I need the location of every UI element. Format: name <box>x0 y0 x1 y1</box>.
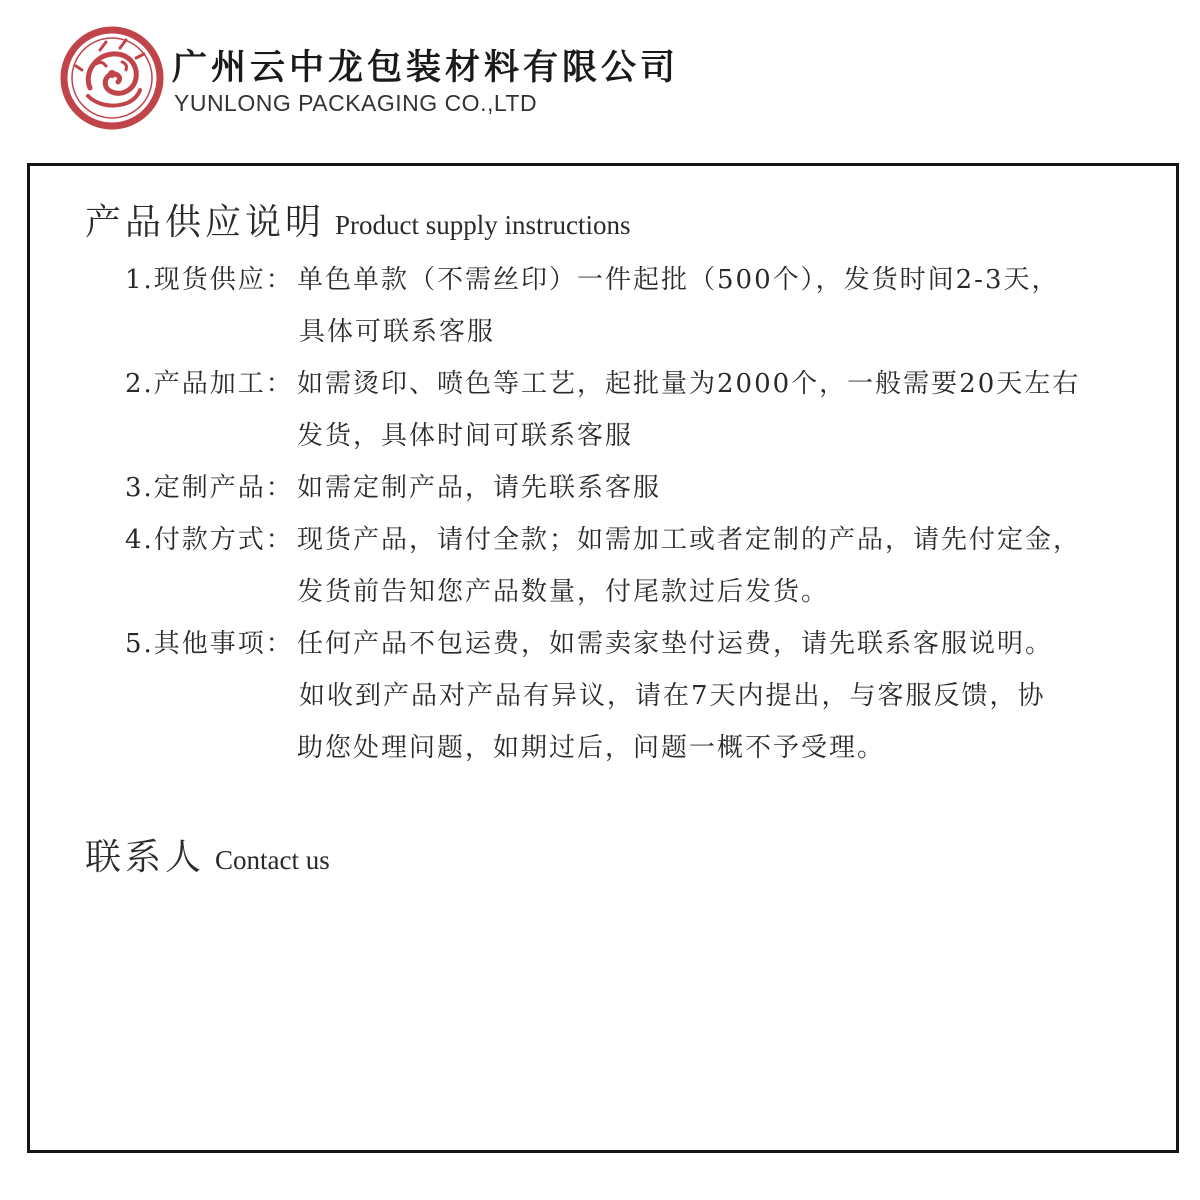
list-item <box>125 462 1165 514</box>
item-text-line: 如收到产品对产品有异议，请在7天内提出，与客服反馈，协 <box>299 681 1046 711</box>
item-text-line: 发货前告知您产品数量，付尾款过后发货。 <box>297 577 830 607</box>
item-text-line: 具体可联系客服 <box>299 317 496 347</box>
item-text-line: 助您处理问题，如期过后，问题一概不予受理。 <box>297 733 886 763</box>
company-name-cn: 广州云中龙包装材料有限公司 <box>172 48 680 88</box>
supply-section-title <box>85 194 631 245</box>
item-text-line: 单色单款（不需丝印）一件起批（500个），发货时间2-3天， <box>297 265 1060 295</box>
list-item <box>125 254 1165 358</box>
item-text-line: 任何产品不包运费，如需卖家垫付运费，请先联系客服说明。 <box>297 629 1054 659</box>
content-frame <box>27 163 1179 1153</box>
supply-title-cn: 产品供应说明 <box>85 202 326 243</box>
item-label: 3.定制产品： <box>125 473 294 503</box>
contact-title-en: Contact us <box>215 845 330 875</box>
item-text-line: 如需烫印、喷色等工艺，起批量为2000个，一般需要20天左右 <box>297 369 1081 399</box>
contact-section-title <box>85 829 330 880</box>
list-item <box>125 358 1165 462</box>
item-label: 5.其他事项： <box>125 629 294 659</box>
dragon-seal-logo-icon <box>60 26 164 130</box>
list-item <box>125 618 1165 774</box>
contact-title-cn: 联系人 <box>85 837 206 878</box>
item-label: 2.产品加工： <box>125 369 294 399</box>
supply-title-en: Product supply instructions <box>335 210 631 240</box>
supply-items-list <box>125 254 1165 774</box>
company-name-en: YUNLONG PACKAGING CO.,LTD <box>174 90 538 116</box>
page-header <box>60 26 760 136</box>
item-text-line: 发货，具体时间可联系客服 <box>297 421 634 451</box>
item-text-line: 现货产品，请付全款；如需加工或者定制的产品，请先付定金， <box>297 525 1082 555</box>
item-label: 4.付款方式： <box>125 525 294 555</box>
list-item <box>125 514 1165 618</box>
item-text-line: 如需定制产品，请先联系客服 <box>297 473 662 503</box>
item-label: 1.现货供应： <box>125 265 294 295</box>
